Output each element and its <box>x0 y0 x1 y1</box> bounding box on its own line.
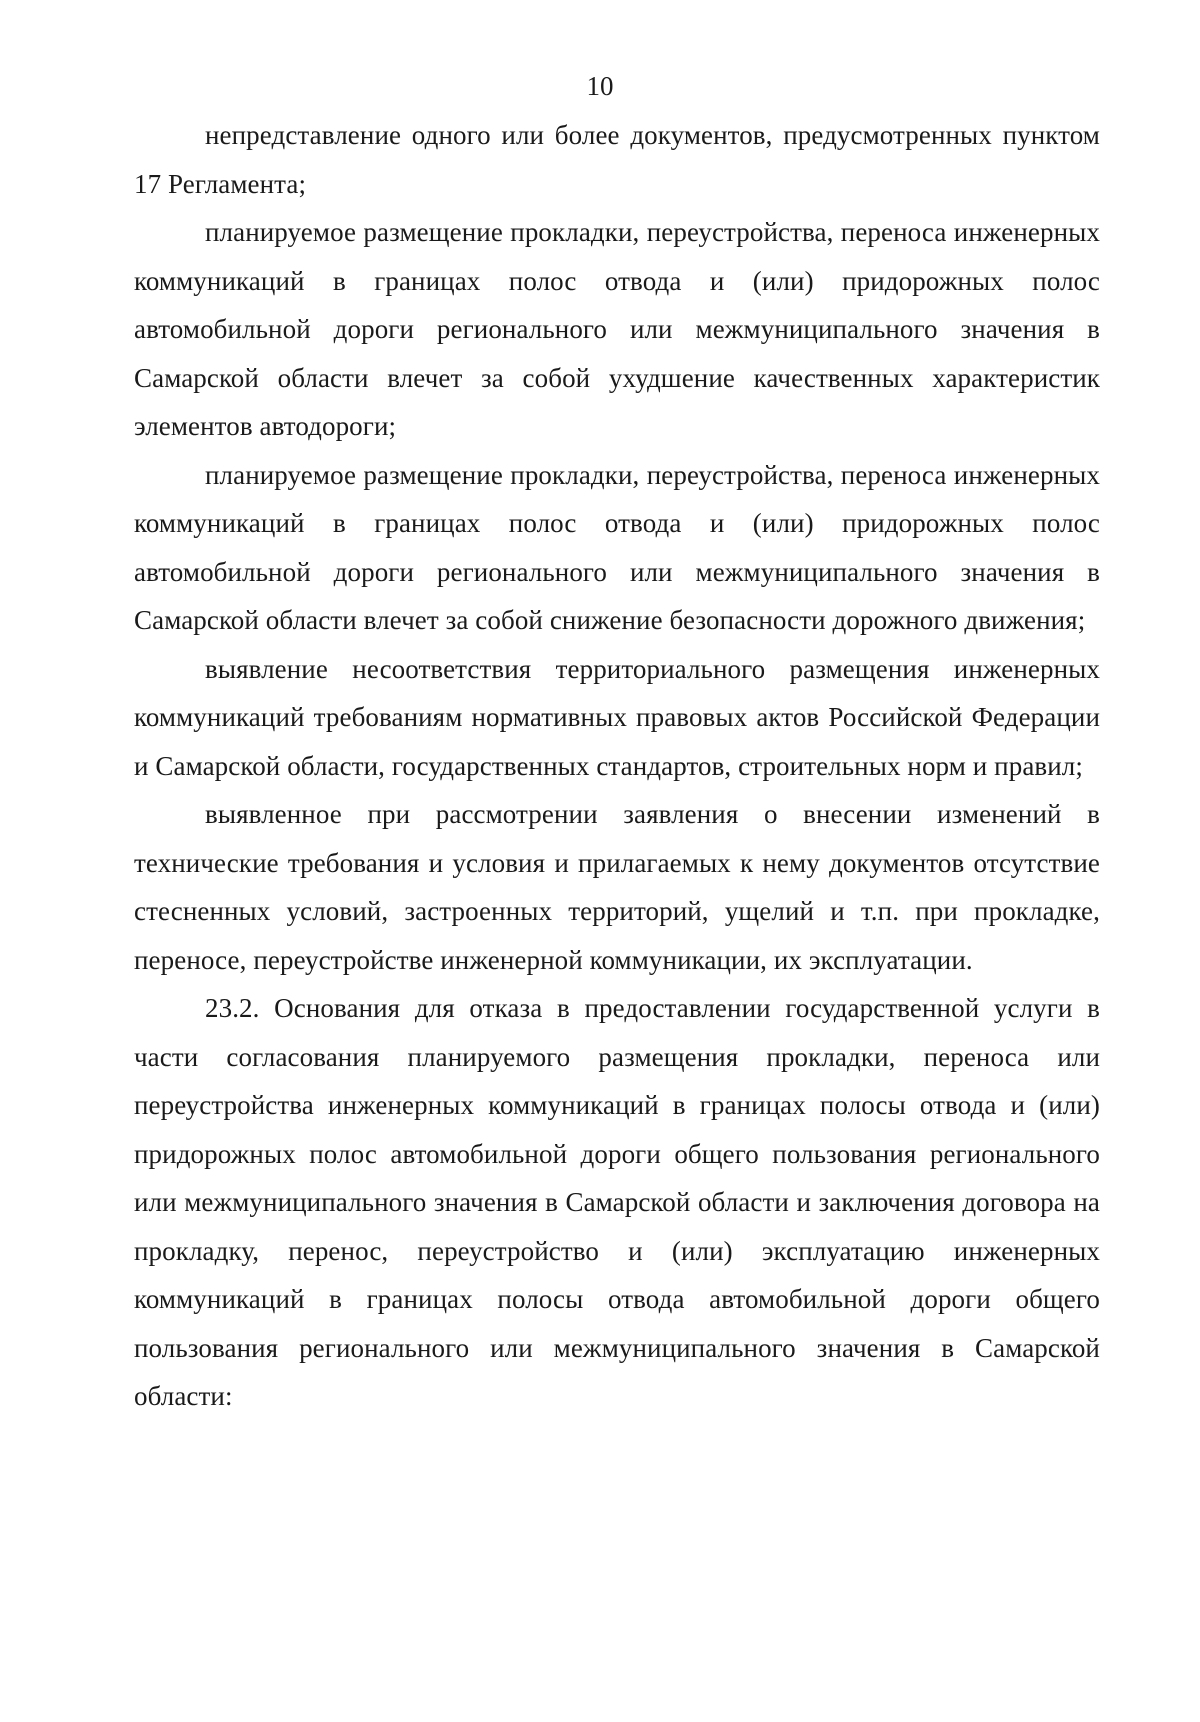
paragraph-quality-degradation: планируемое размещение прокладки, переустройства, переноса инженерных коммуникаций в границах полос отвода и (или) придорожных полос автомобильной дороги регионального или межмуниципального значения в Самарской области влечет за собой ухудшение качественных характеристик элементов автодороги; <box>134 217 1100 441</box>
paragraph-missing-documents: непредставление одного или более документов, предусмотренных пунктом 17 Регламента; <box>134 120 1100 199</box>
paragraph-regulatory-mismatch: выявление несоответствия территориального размещения инженерных коммуникаций требованиям нормативных правовых актов Российской Федерации и Самарской области, государственных стандартов, строительных норм и правил; <box>134 653 1100 781</box>
paragraph-section-23-2: 23.2. Основания для отказа в предоставлении государственной услуги в части согласования планируемого размещения прокладки, переноса или переустройства инженерных коммуникаций в границах полосы отвода и (или) придорожных полос автомобильной дороги общего пользования регионального или межмуниципального значения в Самарской области и заключения договора на прокладку, перенос, переустройство и (или) эксплуатацию инженерных коммуникаций в границах полосы отвода автомобильной дороги общего пользования регионального или межмуниципального значения в Самарской области: <box>134 993 1100 1411</box>
page-number: 10 <box>586 71 614 101</box>
document-body <box>134 111 1100 1421</box>
paragraph-no-constrained-conditions: выявленное при рассмотрении заявления о внесении изменений в технические требования и условия и прилагаемых к нему документов отсутствие стесненных условий, застроенных территорий, ущелий и т.п. при прокладке, переносе, переустройстве инженерной коммуникации, их эксплуатации. <box>134 799 1100 975</box>
paragraph-safety-reduction: планируемое размещение прокладки, переустройства, переноса инженерных коммуникаций в границах полос отвода и (или) придорожных полос автомобильной дороги регионального или межмуниципального значения в Самарской области влечет за собой снижение безопасности дорожного движения; <box>134 459 1100 635</box>
